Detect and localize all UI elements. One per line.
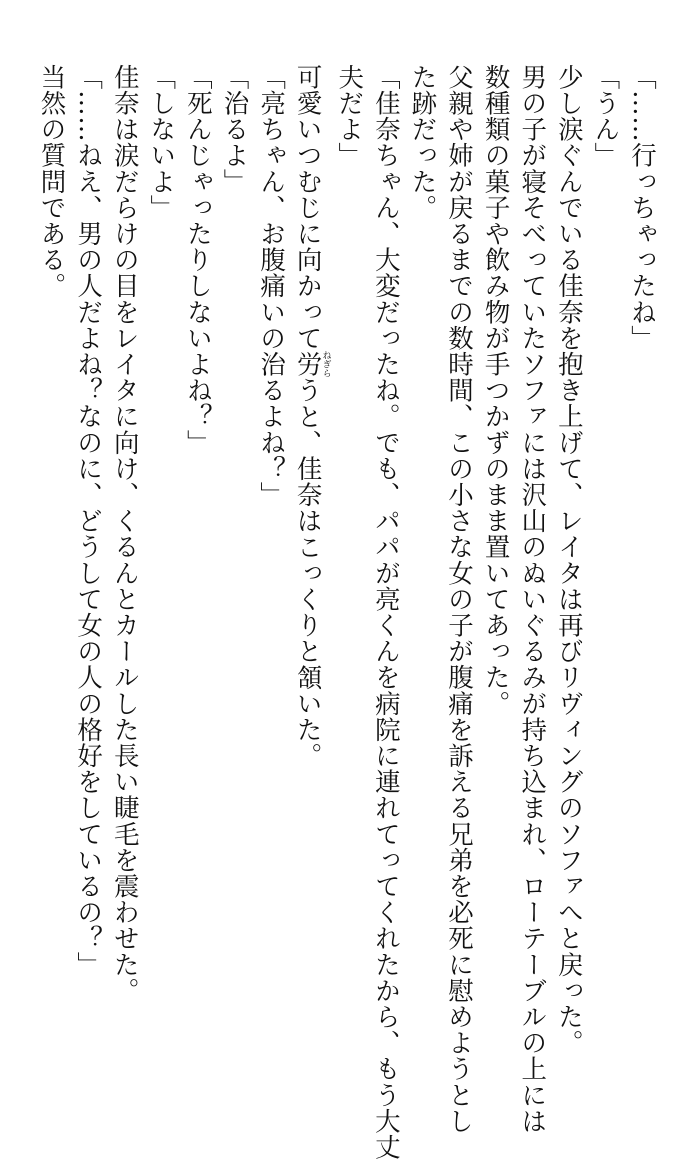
text-line: 「……行っちゃったね」 xyxy=(627,64,657,352)
text-segment: うと、佳奈はこっくりと頷いた。 xyxy=(292,377,323,769)
ruby-annotation xyxy=(292,350,331,378)
text-segment: 可愛いつむじに向かって xyxy=(292,64,323,352)
text-line: 「死んじゃったりしないよね？」 xyxy=(182,64,213,456)
text-line: 父親や姉が戻るまでの数時間、この小さな女の子が腹痛を訴える兄弟を必死に慰めようとし xyxy=(444,64,475,1135)
text-line-with-ruby xyxy=(289,64,331,994)
text-line: 「うん」 xyxy=(590,64,621,169)
text-line: 夫だよ」 xyxy=(334,64,365,169)
text-line: 「佳奈ちゃん、大変だったね。でも、パパが亮くんを病院に連れてってくれたから、もう大丈 xyxy=(370,64,401,1160)
text-line: 当然の質問である。 xyxy=(36,64,67,299)
ruby-base: 労 xyxy=(292,350,323,378)
text-line: た跡だった。 xyxy=(407,64,438,221)
text-line: 少し涙ぐんでいる佳奈を抱き上げて、レイタは再びリヴィングのソファへと戻った。 xyxy=(553,64,584,1056)
ruby-reading: ねぎら xyxy=(320,350,331,378)
text-line: 佳奈は涙だらけの目をレイタに向け、くるんとカールした長い睫毛を震わせた。 xyxy=(109,64,140,1004)
text-line: 男の子が寝そべっていたソファには沢山のぬいぐるみが持ち込まれ、ローテーブルの上には xyxy=(517,64,548,1135)
text-line: 「治るよ」 xyxy=(219,64,250,195)
vertical-text-body xyxy=(33,64,660,1160)
text-line: 「……ねえ、男の人だよね？なのに、どうして女の人の格好をしているの？」 xyxy=(73,64,104,978)
text-line: 数種類の菓子や飲み物が手つかずのまま置いてあった。 xyxy=(480,64,511,717)
text-line: 「亮ちゃん、お腹痛いの治るよね？」 xyxy=(256,64,287,508)
text-line: 「しないよ」 xyxy=(146,64,177,221)
